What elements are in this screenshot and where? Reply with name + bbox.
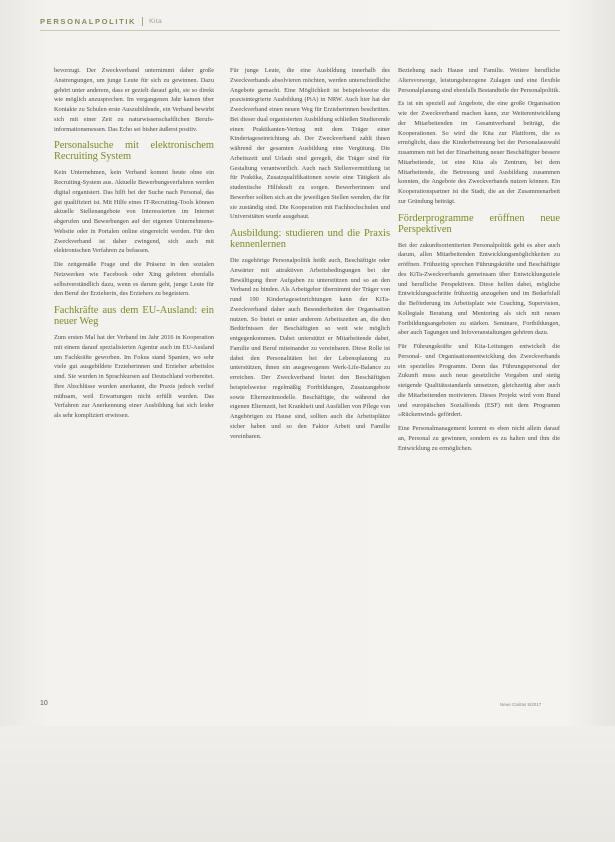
subheading: Förderprogramme eröffnen neue Perspektiven: [398, 212, 560, 235]
paragraph: Es ist ein speziell auf Angebote, die eine große Organisation wie der Zweckverband machen kann, zur Weiterentwicklung der Mitarbeitenden im Gesamtverband beiträgt, die Kooperationen. So wird die Kita zur Plattform, die es ermöglicht, dass die Kinderbetreuung bei der Personalauswahl zusammen mit bei der Einarbeitung neuer Beschäftigter bessere Mitarbeitende, ist eine Kita als Zentrum, bei dem Mitarbeitende, die Betreuung und Ausbildung zusammen konnten, die Angebote des Zweckverbands nutzen können. Ein Kooperationspartner ist die Stadt, die an der Zusammenarbeit zur Gründung beiträgt.: [398, 100, 560, 205]
section-label: Kita: [149, 17, 163, 25]
subheading: Personalsuche mit elektronischem Recruiting System: [54, 140, 214, 163]
paragraph: Die zeitgemäße Frage und die Präsenz in den sozialen Netzwerken wie Facebook oder Xing gehören ebenfalls selbstverständlich dazu, wenn es darum geht, junge Leute für den Beruf der Erzieherin, des Erziehers zu begeistern.: [54, 261, 214, 298]
paragraph: bevorzugt. Der Zweckverband unternimmt daher große Anstrengungen, um junge Leute für sich zu gewinnen. Dazu gehört unter anderem, dass er gezielt darauf geht, sie so direkt wie möglich anzusprechen. Im vergangenen Jahr kamen über Kontakte zu Schulen erste Auszubildende, ein Verband bewirbt sich mit einer Zeit zu naturwissenschaftlichen Berufs-informationsmessen. Das Echo sei bisher äußerst positiv.: [54, 67, 214, 133]
header-separator: [142, 17, 143, 26]
paragraph: Zum ersten Mal hat der Verband im Jahr 2016 in Kooperation mit einem darauf spezialisierten Agentur auch im EU-Ausland um Fachkräfte geworben. Im Fokus stand Spanien, wo sehr viele gut ausgebildete Erzieherinnen und Erzieher arbeitslos sind. Sie wurden in Sprachkursen auf Deutschland vorbereitet. Ihre Abschlüsse wurden anerkannt, die Praxis jedoch verlief mühsam, weil Erwartungen nicht erfüllt wurden. Das Verfahren zur Anerkennung einer Ausbildung hat sich leider als sehr kompliziert erwiesen.: [54, 334, 214, 419]
paragraph: Für Führungskräfte und Kita-Leitungen entwickelt die Personal- und Organisationsentwicklung des Zweckverbands ein spezielles Programm. Denn das Führungspersonal der Zukunft muss auch neue gesetzliche Vorgaben und stetig steigende Qualitätsstandards umsetzen, gleichzeitig aber auch die Mitarbeitenden motivieren. Dieses Projekt wird vom Bund und europäischen Sozialfonds (ESF) mit dem Programm »Rückenwind« gefördert.: [398, 343, 560, 419]
publication-source: Neue Caritas 5/2017: [500, 702, 542, 707]
paragraph: Die zugehörige Personalpolitik heißt auch, Beschäftigte oder Anwärter mit attraktiven Arbeitsbedingungen bei der Bewältigung ihrer Aufgaben zu unterstützen und so an den Verband zu binden. Als Arbeitgeber übernimmt der Träger von rund 190 Kindertageseinrichtungen kann der KiTa-Zweckverband daher auch Besonderheiten der Organisation nutzen. So bietet er unter anderem Arbeitszeiten an, die den Bedürfnissen der Beschäftigten so weit wie möglich entgegenkommen. Dabei unterstützt er Mitarbeitende dabei, Familie und Beruf miteinander zu vereinbaren. Diese Rolle ist dabei den Personalitäten bei der Lebensplanung zu unterstützen, ihnen ein ausgewogenes Werk-Life-Balance zu erreichen. Der Zweckverband bietet den Beschäftigten beispielsweise regelmäßig Fortbildungen, Zusatzangebote sowie Elternzeitmodelle. Beschäftigte, die während der eigenen Elternzeit, bei Krankheit und Ausfällen von Pflege von Angehörigen zu Hause sind, sollten auch die Arbeitsplätze sicher haben und so den Faktor Arbeit und Familie vereinbaren.: [230, 257, 390, 440]
paragraph: Beziehung nach Hause und Familie. Weitere berufliche Altersvorsorge, leistungsbezogene Zulagen und eine flexible Personalplanung sind ebenfalls Bestandteile der Personalpolitik.: [398, 67, 560, 94]
header-rule: [40, 30, 560, 31]
department-label: PERSONALPOLITIK: [40, 16, 137, 26]
paragraph: Für junge Leute, die eine Ausbildung innerhalb des Zweckverbands absolvieren möchten, werden unterschiedliche Angebote gemacht. Eine Möglichkeit ist beispielsweise die praxisintegrierte Ausbildung (PiA) in NRW. Auch hier hat der Zweckverband einen neuen Weg für Erzieherinnen beschritten. Bei dieser dual organisierten Ausbildung schließen Studierende einen Praktikanten-Vertrag mit dem Träger einer Kindertageseinrichtung ab. Der Zweckverband zahlt ihnen während der gesamten Ausbildung eine Vergütung. Die Arbeitszeit und Urlaub sind geregelt, die Träger sind für Gestaltung verantwortlich. Auch nach Stellenvermittlung ist für Praktika, Zusatzqualifikationen sowie eine Tätigkeit als studentische Hilfskraft zu sorgen. Bewerberinnen und Bewerber sollten sich an die jeweiligen Stellen wenden, die für sie zuständig sind. Die Kooperation mit Fachhochschulen und Universitäten wurde ausgebaut.: [230, 67, 390, 221]
subheading: Ausbildung: studieren und die Praxis kennenlernen: [230, 228, 390, 250]
page-number: 10: [40, 700, 48, 707]
paragraph: Bei der zukunftsorientierten Personalpolitik geht es aber auch darum, allen Mitarbeitenden Entwicklungsmöglichkeiten zu eröffnen. Frühzeitig sprechen Führungskräfte und Beschäftigte des KiTa-Zweckverbands gemeinsam über Entwicklungsziele und berufliche Perspektiven. Diese helfen dabei, mögliche Entwicklungsschritte frühzeitig anzugehen und im Bedarfsfall die Beförderung im Arbeitsplatz wie Coaching, Supervision, Kollegiale Beratung und Mentoring als sich mit neuen Fortbildungsangeboten zu stärken. Seminare, Fortbildungen, aber auch Tagungen und Infoveranstaltungen gehören dazu.: [398, 241, 560, 337]
text-column-1: [54, 66, 214, 425]
paragraph: Kein Unternehmen, kein Verband kommt heute ohne ein Recruiting-System aus. Aktuelle Bewerbungsverfahren werden digital organisiert. Das hilft bei der Suche nach Personal, das gut qualifiziert ist. Mit Hilfe eines IT-Recruiting-Tools können aktuelle Stellenangebote von Interessierten im Internet abgerufen und Bewerbungen auf der eigenen Unternehmens-Website oder in Portalen online eingereicht werden. Für den Zweckverband ist daher zwingend, sich auch mit elektronischen Verfahren zu befassen.: [54, 169, 214, 255]
text-column-3: [398, 66, 560, 457]
subheading: Fachkräfte aus dem EU-Ausland: ein neuer Weg: [54, 305, 214, 327]
paragraph: Eine Personalmanagement kommt es eben nicht allein darauf an, Personal zu gewinnen, sondern es zu halten und ihm die Entwicklung zu ermöglichen.: [398, 425, 560, 452]
text-column-2: [230, 66, 390, 445]
bottom-margin: [0, 726, 615, 842]
running-header: [40, 12, 162, 30]
